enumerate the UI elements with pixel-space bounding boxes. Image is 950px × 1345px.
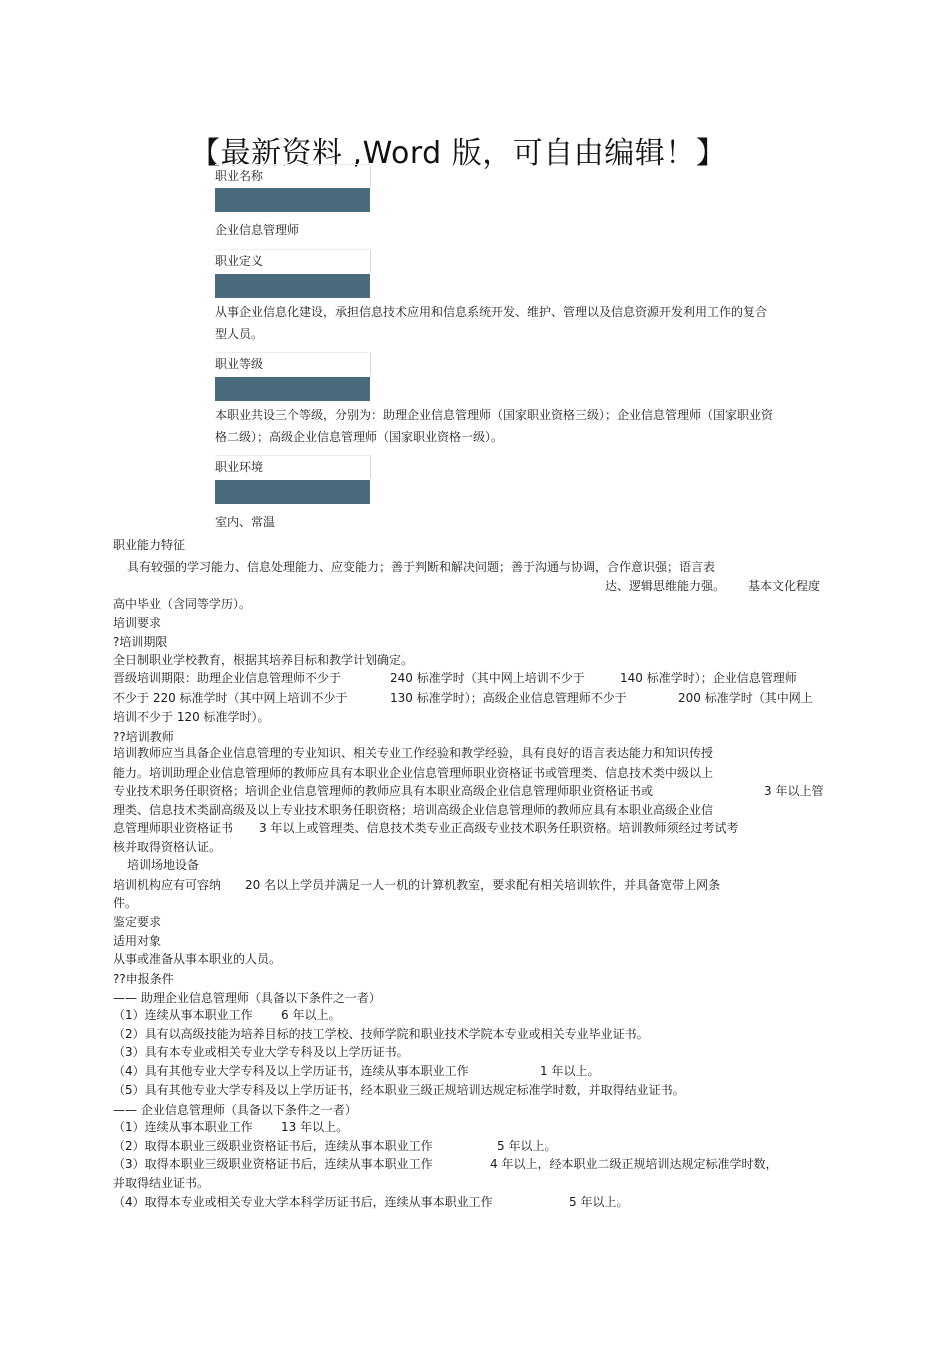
training-heading: 培训要求	[113, 616, 162, 630]
period-text: 不少于 220 标准学时（其中网上培训不少于	[113, 691, 348, 705]
list-item: 4 年以上，经本职业二级正规培训达规定标准学时数，	[490, 1157, 778, 1171]
section-heading: 职业等级	[215, 357, 264, 371]
list-item: （3）取得本职业三级职业资格证书后，连续从事本职业工作	[113, 1157, 433, 1171]
target-heading: 适用对象	[113, 934, 162, 948]
section-content: 室内、常温	[215, 515, 276, 529]
ability-text: 高中毕业（含同等学历）。	[113, 597, 252, 611]
venue-text: 件。	[113, 896, 138, 910]
section-heading: 职业名称	[215, 169, 264, 183]
ability-text: 达、逻辑思维能力强。	[605, 579, 726, 593]
teacher-text: 专业技术职务任职资格；培训企业信息管理师的教师应具有本职业高级企业信息管理师职业资格证书或	[113, 784, 654, 798]
list-item: （4）具有其他专业大学专科及以上学历证书，连续从事本职业工作	[113, 1064, 469, 1078]
section-bar	[215, 274, 370, 298]
teacher-heading: ??培训教师	[113, 730, 174, 744]
period-text: 培训不少于 120 标准学时）。	[113, 710, 270, 724]
list-item: 并取得结业证书。	[113, 1176, 210, 1190]
teacher-text: 3 年以上管	[764, 784, 824, 798]
period-text: 晋级培训期限：助理企业信息管理师不少于	[113, 671, 342, 685]
period-text: 140 标准学时）；企业信息管理师	[620, 671, 797, 685]
list-item: 13 年以上。	[281, 1120, 349, 1134]
period-heading: ?培训期限	[113, 635, 168, 649]
apply-heading: ??申报条件	[113, 972, 174, 986]
section-content: 从事企业信息化建设，承担信息技术应用和信息系统开发、维护、管理以及信息资源开发利用工作的复合型人员。	[215, 305, 768, 341]
teacher-text: 能力。培训助理企业信息管理师的教师应具有本职业企业信息管理师职业资格证书或管理类、信息技术类中级以上	[113, 766, 714, 780]
section-bar	[215, 480, 370, 504]
period-text: 130 标准学时）；高级企业信息管理师不少于	[390, 691, 627, 705]
appraisal-heading: 鉴定要求	[113, 915, 162, 929]
ability-heading: 职业能力特征	[113, 538, 186, 552]
list-item: （1）连续从事本职业工作	[113, 1120, 253, 1134]
venue-heading: 培训场地设备	[127, 858, 200, 872]
teacher-text: 息管理师职业资格证书	[113, 821, 234, 835]
document-title: 【最新资料 ,Word 版，可自由编辑！】	[190, 136, 727, 171]
section-header-environment	[215, 455, 371, 478]
manager-heading: —— 企业信息管理师（具备以下条件之一者）	[113, 1103, 357, 1117]
section-content: 企业信息管理师	[215, 223, 300, 237]
teacher-text: 培训教师应当具备企业信息管理的专业知识、相关专业工作经验和教学经验，具有良好的语言表达能力和知识传授	[113, 746, 714, 760]
list-item: （5）具有其他专业大学专科及以上学历证书，经本职业三级正规培训达规定标准学时数，并取得结业证书。	[113, 1083, 685, 1097]
list-item: （3）具有本专业或相关专业大学专科及以上学历证书。	[113, 1045, 409, 1059]
target-text: 从事或准备从事本职业的人员。	[113, 952, 282, 966]
list-item: 1 年以上。	[540, 1064, 600, 1078]
teacher-text: 3 年以上或管理类、信息技术类专业正高级专业技术职务任职资格。培训教师须经过考试考	[259, 821, 739, 835]
section-header-occupation-name	[215, 164, 371, 187]
list-item: （1）连续从事本职业工作	[113, 1008, 253, 1022]
section-heading: 职业定义	[215, 254, 264, 268]
list-item: 6 年以上。	[281, 1008, 341, 1022]
teacher-text: 核并取得资格认证。	[113, 840, 222, 854]
list-item: （2）取得本职业三级职业资格证书后，连续从事本职业工作	[113, 1139, 433, 1153]
section-content: 本职业共设三个等级，分别为：助理企业信息管理师（国家职业资格三级）；企业信息管理师（国家职业资格二级）；高级企业信息管理师（国家职业资格一级）。	[215, 408, 774, 444]
venue-text: 20 名以上学员并满足一人一机的计算机教室，要求配有相关培训软件，并具备宽带上网条	[245, 878, 721, 892]
list-item: 5 年以上。	[569, 1195, 629, 1209]
list-item: 5 年以上。	[497, 1139, 557, 1153]
venue-text: 培训机构应有可容纳	[113, 878, 222, 892]
list-item: （4）取得本专业或相关专业大学本科学历证书后，连续从事本职业工作	[113, 1195, 493, 1209]
ability-text: 基本文化程度	[748, 579, 821, 593]
list-item: （2）具有以高级技能为培养目标的技工学校、技师学院和职业技术学院本专业或相关专业毕业证书。	[113, 1027, 649, 1041]
section-header-levels	[215, 352, 371, 375]
period-text: 240 标准学时（其中网上培训不少于	[390, 671, 585, 685]
section-bar	[215, 377, 370, 401]
period-text: 全日制职业学校教育，根据其培养目标和教学计划确定。	[113, 653, 414, 667]
section-header-definition	[215, 249, 371, 272]
section-bar	[215, 188, 370, 212]
ability-text: 具有较强的学习能力、信息处理能力、应变能力；善于判断和解决问题；善于沟通与协调，合作意识强；语言表	[127, 560, 716, 574]
period-text: 200 标准学时（其中网上	[678, 691, 813, 705]
teacher-text: 理类、信息技术类副高级及以上专业技术职务任职资格；培训高级企业信息管理师的教师应具有本职业高级企业信	[113, 803, 714, 817]
section-heading: 职业环境	[215, 460, 264, 474]
assistant-heading: —— 助理企业信息管理师（具备以下条件之一者）	[113, 991, 381, 1005]
